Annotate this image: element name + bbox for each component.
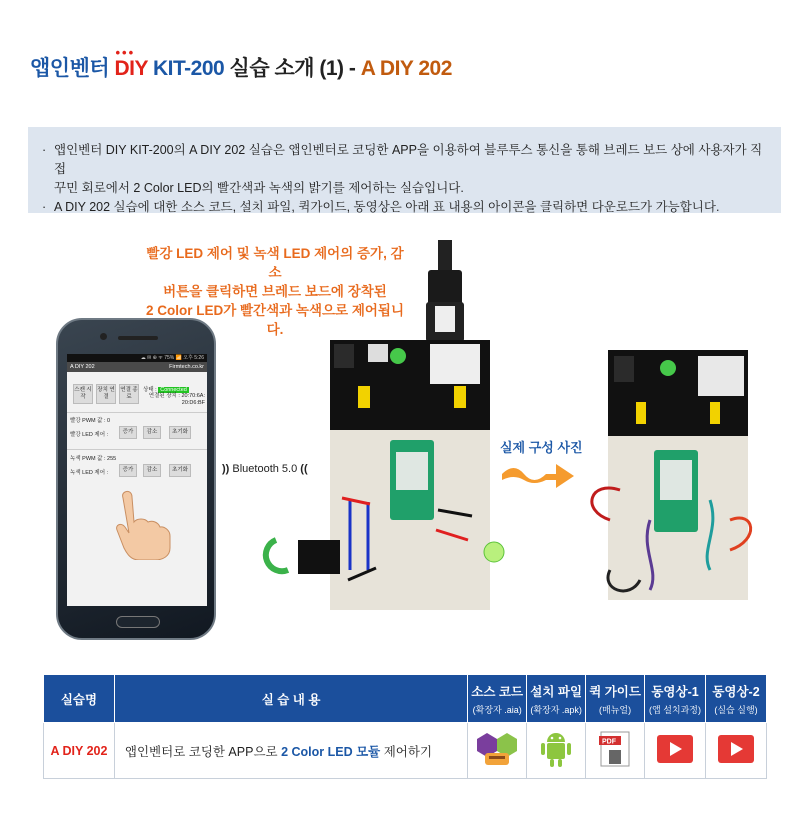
col-header-install	[527, 675, 586, 723]
table-header-row	[44, 675, 767, 723]
arrow-icon	[500, 456, 576, 492]
info-box	[28, 127, 781, 213]
device-address: 연결된 장치 : 20:70:6A: 20:D6:BF	[148, 393, 205, 406]
col-header-content	[114, 675, 467, 723]
disconnect-button[interactable]: 연결 종료	[119, 384, 139, 404]
svg-text:PDF: PDF	[602, 738, 617, 746]
home-button	[116, 616, 160, 628]
title-kit: KIT-200	[152, 57, 225, 80]
title-dots: •••	[115, 45, 136, 60]
col-header-video2-sub: (실습 실행)	[714, 704, 758, 715]
bluetooth-label: Bluetooth 5.0	[232, 463, 298, 475]
col-header-install-text: 설치 파일	[530, 684, 583, 699]
green-reset-button[interactable]: 초기화	[169, 464, 191, 477]
real-photo-label: 실제 구성 사진	[500, 440, 583, 455]
smartphone	[56, 318, 216, 640]
col-header-guide-sub: (매뉴얼)	[599, 704, 632, 715]
youtube-play-icon[interactable]	[656, 734, 694, 764]
state-label: 상태 :	[143, 387, 157, 393]
col-header-video2	[706, 675, 767, 723]
table-row	[44, 723, 767, 779]
green-increase-button[interactable]: 증가	[119, 464, 137, 477]
col-header-source-text: 소스 코드	[471, 684, 524, 699]
info-line-2: 꾸민 회로에서 2 Color LED의 빨간색과 녹색의 밝기를 제어하는 실습입니다.	[54, 181, 464, 195]
guide-download-cell	[586, 723, 645, 779]
red-reset-button[interactable]: 초기화	[169, 426, 191, 439]
col-header-name-text: 실습명	[60, 692, 98, 707]
android-icon[interactable]	[539, 730, 573, 768]
state-row	[143, 385, 189, 393]
callout-line-3: 2 Color LED가 빨간색과 녹색으로 제어됩니다.	[145, 303, 405, 337]
phone-status-bar: ☁ ✉ ⊕ ᯤ 75% 📶 오후 5:26	[67, 354, 207, 362]
col-header-content-text: 실 습 내 용	[261, 692, 321, 707]
green-pwm-value: 녹색 PWM 값 : 255	[70, 456, 117, 462]
lab-desc-pre: 앱인벤터로 코딩한 APP으로	[124, 744, 278, 759]
app-site: Firmtech.co.kr	[169, 364, 204, 370]
real-photo	[580, 350, 770, 600]
speaker	[118, 336, 158, 340]
lab-desc-cell	[114, 723, 467, 779]
title-diy-text: DIY	[114, 57, 148, 80]
source-download-cell	[468, 723, 527, 779]
signal-left-icon: ))	[222, 463, 230, 475]
phone-screen	[67, 354, 207, 606]
info-line-3: · A DIY 202 실습에 대한 소스 코드, 설치 파일, 퀵가이드, 동영상은 아래 표 내용의 아이콘을 클릭하면 다운로드가 가능합니다.	[42, 198, 767, 217]
youtube-play-icon[interactable]	[717, 734, 755, 764]
title-app-inventor: 앱인벤터	[30, 57, 110, 80]
divider	[67, 449, 207, 450]
callout-line-2: 버튼을 클릭하면 브레드 보드에 장착된	[163, 284, 387, 299]
title-diy	[114, 45, 148, 80]
col-header-name	[44, 675, 115, 723]
col-header-video2-text: 동영상-2	[712, 684, 760, 699]
app-title: A DIY 202	[70, 364, 95, 370]
pointing-hand-icon	[115, 490, 175, 560]
col-header-source-sub: (확장자 .aia)	[472, 704, 522, 715]
app-inventor-icon[interactable]	[477, 731, 517, 767]
col-header-video1-sub: (앱 설치과정)	[649, 704, 701, 715]
red-control-label: 빨강 LED 제어 :	[70, 432, 109, 438]
breadboard-illustration	[258, 240, 528, 620]
col-header-guide	[586, 675, 645, 723]
scan-button[interactable]: 스캔 시작	[73, 384, 93, 404]
red-increase-button[interactable]: 증가	[119, 426, 137, 439]
col-header-guide-text: 퀵 가이드	[589, 684, 641, 699]
col-header-video1-text: 동영상-1	[651, 684, 699, 699]
green-control-label: 녹색 LED 제어 :	[70, 470, 109, 476]
green-decrease-button[interactable]: 감소	[143, 464, 161, 477]
title-intro: 실습 소개 (1) -	[229, 57, 356, 80]
lab-name-cell: A DIY 202	[44, 723, 115, 779]
connect-button[interactable]: 장치 연결	[96, 384, 116, 404]
video1-cell	[645, 723, 706, 779]
lab-desc-highlight: 2 Color LED 모듈	[281, 744, 381, 759]
state-badge: Connected	[160, 387, 187, 393]
col-header-video1	[645, 675, 706, 723]
video2-cell	[706, 723, 767, 779]
pdf-icon[interactable]	[599, 730, 631, 768]
signal-right-icon: ((	[300, 463, 308, 475]
callout-line-1: 빨강 LED 제어 및 녹색 LED 제어의 증가, 감소	[146, 246, 404, 280]
camera-icon	[100, 333, 107, 340]
lab-desc-post: 제어하기	[383, 744, 433, 759]
title-lab-code: A DIY 202	[360, 57, 452, 80]
app-bar	[67, 362, 207, 372]
page-title	[30, 45, 452, 82]
red-decrease-button[interactable]: 감소	[143, 426, 161, 439]
divider	[67, 412, 207, 413]
red-pwm-value: 빨강 PWM 값 : 0	[70, 418, 111, 424]
install-download-cell	[527, 723, 586, 779]
col-header-source	[468, 675, 527, 723]
info-line-1: · 앱인벤터 DIY KIT-200의 A DIY 202 실습은 앱인벤터로 코딩한 APP을 이용하여 블루투스 통신을 통해 브레드 보드 상에 사용자가 직접	[42, 141, 767, 179]
lab-table	[43, 674, 767, 779]
col-header-install-sub: (확장자 .apk)	[530, 704, 582, 715]
